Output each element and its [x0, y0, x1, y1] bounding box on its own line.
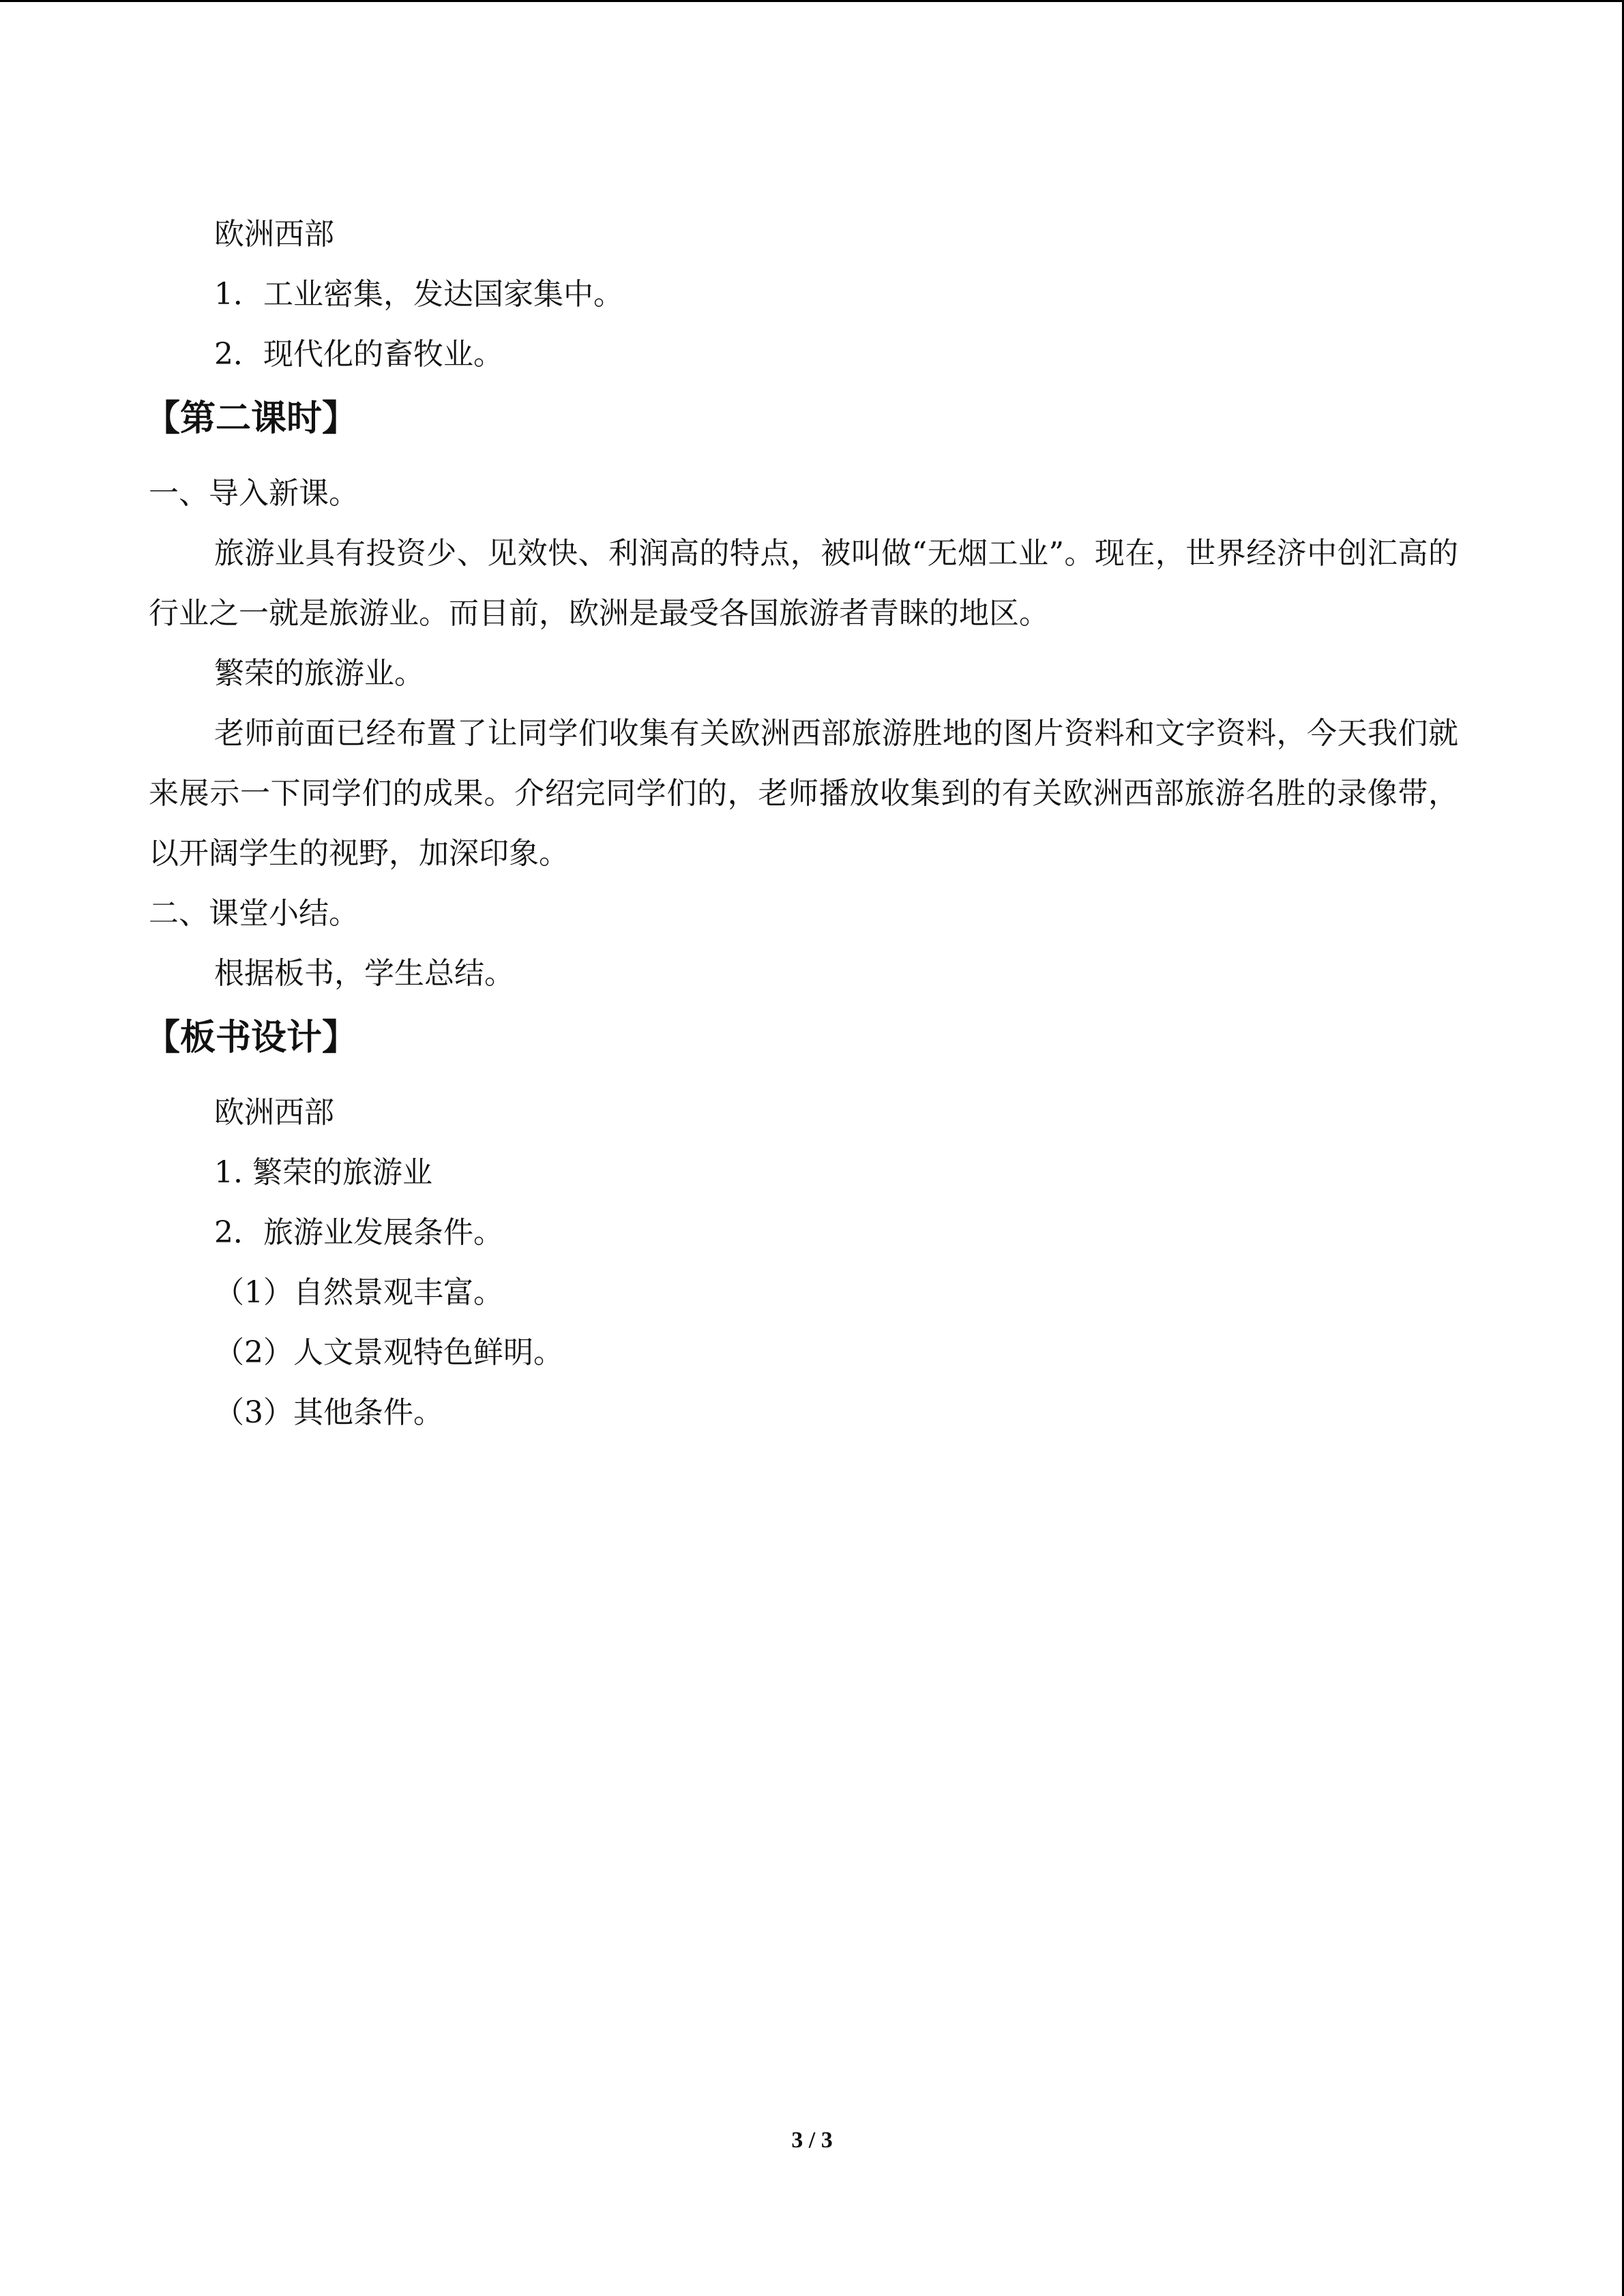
- lesson2-intro-label: 一、导入新课。: [149, 476, 359, 511]
- board-subitem-1: （1）自然景观丰富。: [214, 1275, 503, 1310]
- board-subitem-3: （3）其他条件。: [214, 1395, 443, 1430]
- page-number: 3 / 3: [791, 2128, 833, 2153]
- board-title: 欧洲西部: [214, 1095, 334, 1130]
- page-top-border: [0, 0, 1624, 2]
- board-heading: 【板书设计】: [145, 1017, 358, 1058]
- lesson2-topic: 繁荣的旅游业。: [214, 656, 424, 691]
- board-item-2: 2．旅游业发展条件。: [214, 1215, 503, 1250]
- lesson2-activity-paragraph: 老师前面已经布置了让同学们收集有关欧洲西部旅游胜地的图片资料和文字资料，今天我们就来展示一下同学们的成果。介绍完同学们的，老师播放收集到的有关欧洲西部旅游名胜的录像带，以开阔学生的视野，加深印象。: [149, 716, 1458, 871]
- section1-title: 欧洲西部: [214, 217, 334, 252]
- lesson2-summary-text: 根据板书，学生总结。: [214, 956, 514, 991]
- lesson2-summary-label: 二、课堂小结。: [149, 896, 359, 931]
- board-subitem-2: （2）人文景观特色鲜明。: [214, 1335, 563, 1370]
- section1-item-2: 2．现代化的畜牧业。: [214, 337, 503, 372]
- document-body: [145, 205, 1458, 1443]
- section1-item-1: 1．工业密集，发达国家集中。: [214, 277, 623, 312]
- lesson2-heading: 【第二课时】: [145, 398, 358, 439]
- board-item-1: 1. 繁荣的旅游业: [214, 1155, 432, 1190]
- lesson2-intro-paragraph: 旅游业具有投资少、见效快、利润高的特点，被叫做“无烟工业”。现在，世界经济中创汇高的行业之一就是旅游业。而目前，欧洲是最受各国旅游者青睐的地区。: [149, 536, 1458, 631]
